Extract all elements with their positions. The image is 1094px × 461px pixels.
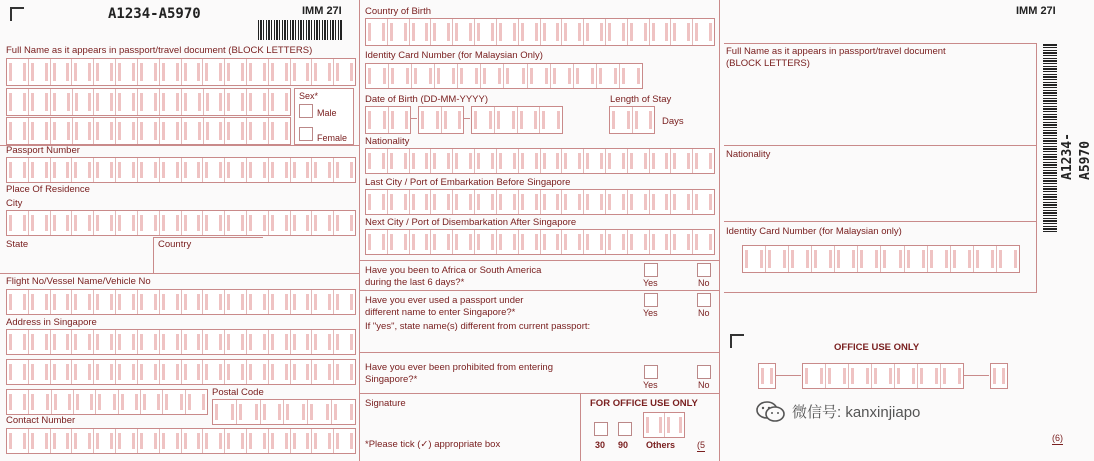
female-checkbox[interactable] [299,127,313,141]
opt-90-label: 90 [618,440,629,450]
office-use-label: OFFICE USE ONLY [834,342,920,353]
opt-30-label: 30 [595,440,606,450]
separator [580,393,581,461]
q2-line1: Have you ever used a passport under [365,295,524,306]
dob-separator [463,118,470,119]
divider-left-middle [359,0,360,461]
nationality-label: Nationality [365,136,410,147]
form-code: IMM 27I [302,5,342,17]
city-label: City [6,198,23,209]
days-label: Days [662,116,684,127]
address-row-3[interactable] [6,389,208,415]
divider-middle-right [719,0,720,461]
opt-others-input[interactable] [643,412,685,438]
birth-country-input[interactable] [365,18,715,46]
tick-note: *Please tick (✓) appropriate box [365,439,501,450]
q2-line3: If "yes", state name(s) different from current passport: [365,321,591,332]
dob-label: Date of Birth (DD-MM-YYYY) [365,94,488,105]
q1-no-checkbox[interactable] [697,263,711,277]
q2-no-checkbox[interactable] [697,293,711,307]
city-input[interactable] [6,210,356,236]
q1-yes-checkbox[interactable] [644,263,658,277]
q1-line1: Have you been to Africa or South America [365,265,542,276]
full-name-row-2[interactable] [6,88,291,116]
q2-no-label: No [698,308,710,318]
signature-label: Signature [365,398,406,409]
passport-label: Passport Number [6,145,80,156]
residence-label: Place Of Residence [6,184,90,195]
office-use-label: FOR OFFICE USE ONLY [590,398,698,409]
serial-number: A1234-A5970 [1060,133,1093,180]
nationality-input[interactable] [365,148,715,174]
full-name-row-1[interactable] [6,58,356,86]
nationality-box [724,145,1037,222]
stay-label: Length of Stay [610,94,672,105]
separator [359,352,719,353]
full-name-label-2: (BLOCK LETTERS) [726,58,810,69]
opt-30-checkbox[interactable] [594,422,608,436]
full-name-row-3[interactable] [6,117,291,145]
page-mark: (6) [1052,433,1063,443]
wechat-icon [756,401,786,423]
male-checkbox[interactable] [299,104,313,118]
address-row-2[interactable] [6,359,356,385]
flight-label: Flight No/Vessel Name/Vehicle No [6,276,151,287]
next-city-label: Next City / Port of Disembarkation After Singapore [365,217,577,228]
office-code-2[interactable] [802,363,964,389]
contact-label: Contact Number [6,415,76,426]
last-city-input[interactable] [365,189,715,215]
dob-month-input[interactable] [418,106,464,134]
separator [359,393,719,394]
ic-label: Identity Card Number (for Malaysian only) [726,226,902,237]
ic-input[interactable] [365,63,643,89]
passport-input[interactable] [6,157,356,183]
ic-label: Identity Card Number (for Malaysian Only) [365,50,543,61]
corner-mark [730,334,744,348]
q1-no-label: No [698,278,710,288]
separator [359,290,719,291]
ic-input[interactable] [742,245,1020,273]
contact-input[interactable] [6,428,356,454]
stay-input[interactable] [609,106,655,134]
signature-field[interactable] [363,410,575,436]
dob-separator [410,118,417,119]
birth-country-label: Country of Birth [365,6,431,17]
male-label: Male [317,108,337,118]
q2-yes-label: Yes [643,308,658,318]
postal-code-input[interactable] [212,399,356,425]
last-city-label: Last City / Port of Embarkation Before Singapore [365,177,571,188]
q3-no-label: No [698,380,710,390]
dob-day-input[interactable] [365,106,411,134]
full-name-label: Full Name as it appears in passport/travel document [726,46,946,57]
separator [153,237,263,238]
serial-number-vertical [1058,133,1094,180]
sex-label: Sex* [299,91,319,101]
barcode [1043,44,1057,232]
separator [359,260,719,261]
postal-code-label: Postal Code [212,387,264,398]
nationality-label: Nationality [726,149,771,160]
q2-line2: different name to enter Singapore?* [365,307,516,318]
country-label: Country [158,239,192,250]
separator [153,237,154,273]
barcode [258,20,343,40]
q3-yes-label: Yes [643,380,658,390]
state-label: State [6,239,29,250]
flight-input[interactable] [6,289,356,315]
address-row-1[interactable] [6,329,356,355]
separator [0,273,359,274]
watermark-text: 微信号: kanxinjiapo [792,404,921,421]
serial-number: A1234-A5970 [108,6,201,22]
q3-no-checkbox[interactable] [697,365,711,379]
female-label: Female [317,133,348,143]
q1-line2: during the last 6 days?* [365,277,465,288]
office-code-separator [775,375,801,376]
q3-line2: Singapore?* [365,374,418,385]
opt-90-checkbox[interactable] [618,422,632,436]
next-city-input[interactable] [365,229,715,255]
q2-yes-checkbox[interactable] [644,293,658,307]
office-code-1[interactable] [758,363,776,389]
corner-mark [10,7,24,21]
full-name-label: Full Name as it appears in passport/travel document (BLOCK LETTERS) [6,45,313,56]
address-label: Address in Singapore [6,317,97,328]
q3-yes-checkbox[interactable] [644,365,658,379]
q3-line1: Have you ever been prohibited from entering [365,362,554,373]
form-code: IMM 27I [1016,5,1056,17]
office-code-separator [963,375,989,376]
q1-yes-label: Yes [643,278,658,288]
opt-others-label: Others [646,440,676,450]
dob-year-input[interactable] [471,106,563,134]
page-mark: (5 [697,440,706,450]
office-code-3[interactable] [990,363,1008,389]
